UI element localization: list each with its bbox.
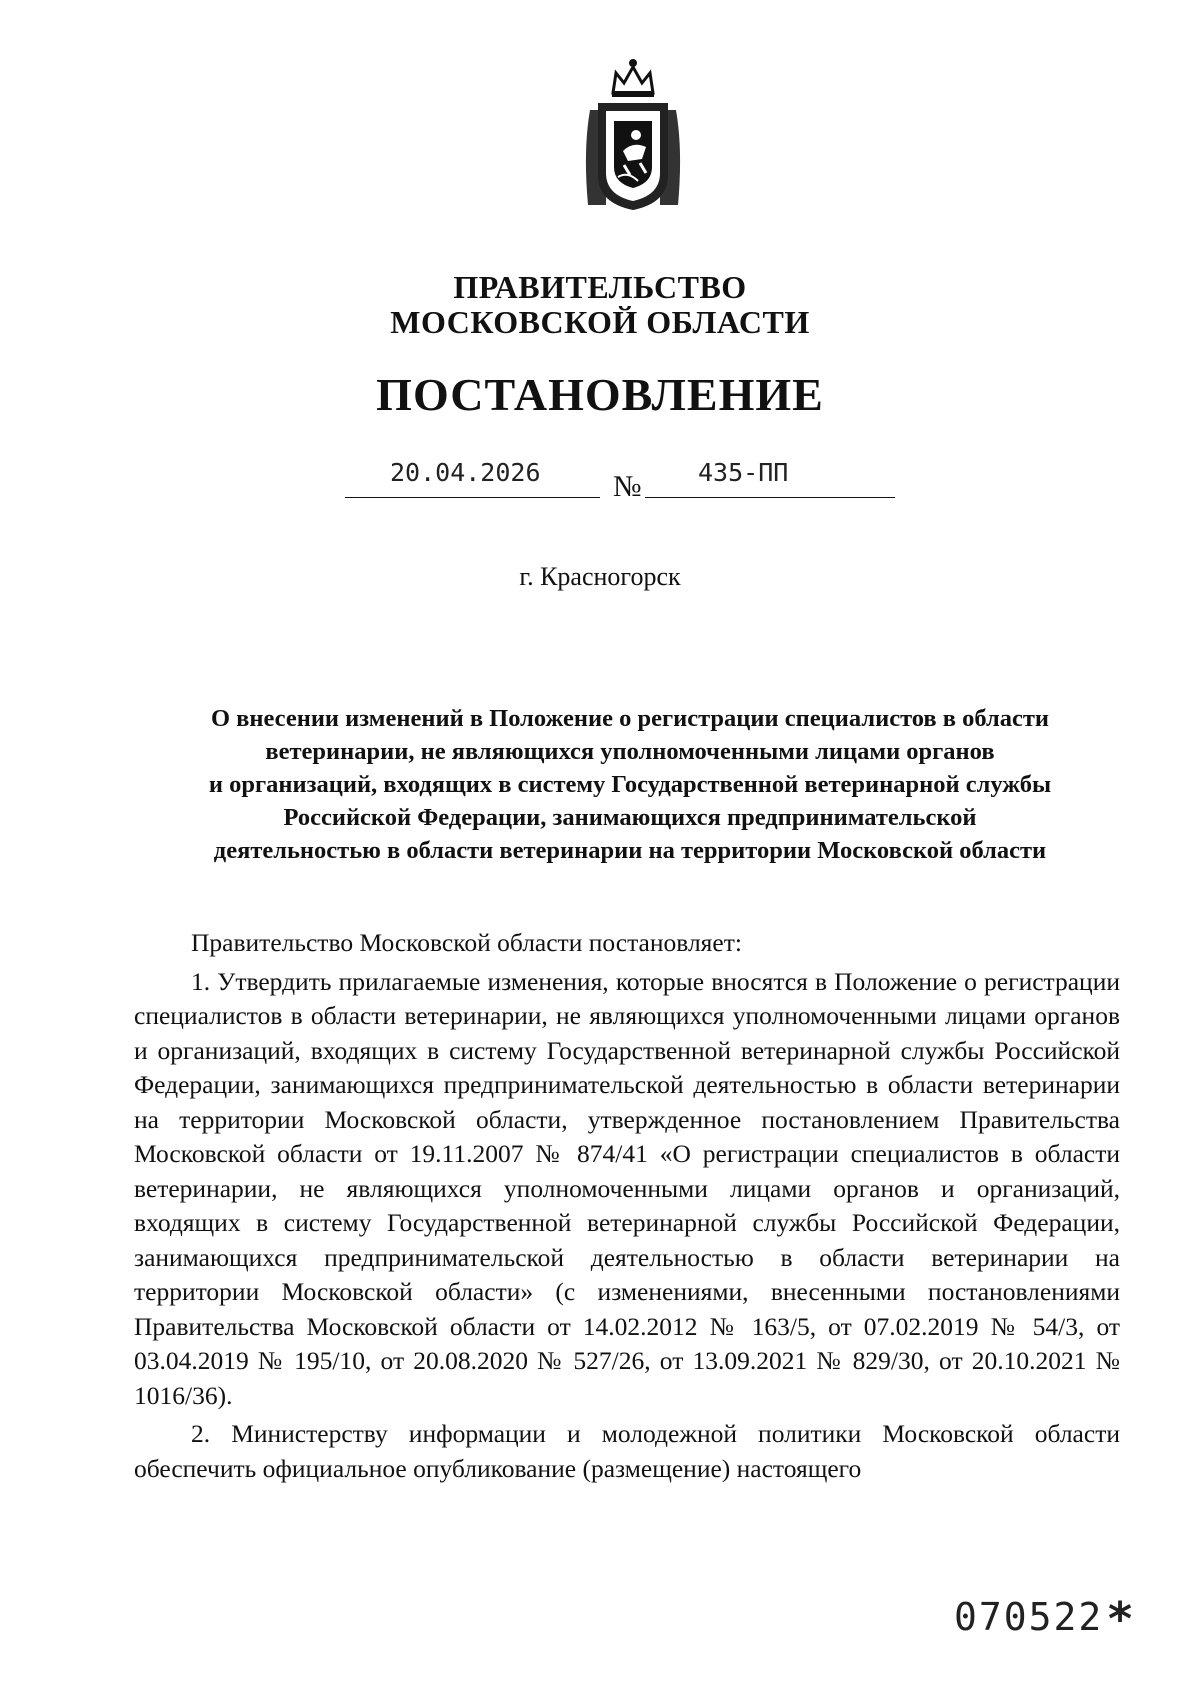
subject-line: деятельностью в области ветеринарии на территории Московской области (213, 837, 1047, 864)
body-item-2: 2. Министерству информации и молодежной политики Московской области обеспечить официальное опубликование (размещение) настоящего (134, 1419, 1120, 1483)
body-item-1: 1. Утвердить прилагаемые изменения, которые вносятся в Положение о регистрации специалистов в области ветеринарии, не являющихся уполномоченными лицами органов и организаций, входящих в систему Государственной ветеринарной службы Российской Федерации, занимающихся предпринимательской деятельностью в области ветеринарии на территории Московской области, утвержденное постановлением Правительства Московской области от 19.11.2007 № 874/41 «О регистрации специалистов в области ветеринарии, не являющихся уполномоченными лицами органов и организаций, входящих в систему Государственной ветеринарной службы Российской Федерации, занимающихся предпринимательской деятельностью в области ветеринарии на территории Московской области» (с изменениями, внесенными постановлениями Правительства Московской области от 14.02.2012 № 163/5, от 07.02.2019 № 54/3, от 03.04.2019 № 195/10, от 20.08.2020 № 527/26, от 13.09.2021 № 829/30, от 20.10.2021 № 1016/36). (134, 966, 1120, 1410)
document-subject (140, 702, 1120, 867)
serial-number: 070522 (954, 1595, 1104, 1639)
body-intro: Правительство Московской области постановляет: (191, 928, 742, 957)
government-name-line1: ПРАВИТЕЛЬСТВО (453, 269, 747, 305)
date-underline (345, 497, 600, 498)
subject-line: ветеринарии, не являющихся уполномоченными лицами органов (265, 738, 995, 765)
city-location: г. Красногорск (519, 562, 681, 591)
subject-line: О внесении изменений в Положение о регистрации специалистов в области (210, 705, 1050, 732)
document-date: 20.04.2026 (390, 458, 541, 487)
subject-line: и организаций, входящих в систему Государственной ветеринарной службы (208, 771, 1052, 798)
asterisk-mark: * (1108, 1592, 1133, 1646)
subject-line: Российской Федерации, занимающихся предпринимательской (283, 804, 977, 831)
document-number: 435-ПП (698, 458, 789, 487)
document-body (134, 926, 1120, 1490)
government-name-line2: МОСКОВСКОЙ ОБЛАСТИ (390, 304, 810, 340)
coat-of-arms-emblem (568, 55, 698, 215)
document-type-title: ПОСТАНОВЛЕНИЕ (376, 369, 824, 420)
number-sign: № (613, 470, 642, 503)
number-underline (645, 497, 895, 498)
